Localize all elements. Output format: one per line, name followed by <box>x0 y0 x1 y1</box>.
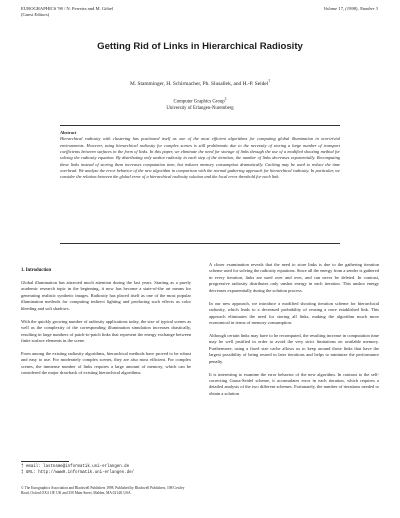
abstract-top-rule <box>60 125 340 126</box>
footnote-email: † email: lastname@informatik.uni-erlangen.de <box>21 465 130 469</box>
paragraph: Global illumination has attracted much attention during the last years. Starting as a purely academic research topic in the beginning, it now has become a state-of-the art means for generating realistic synthetic images. Radiosity has placed itself as one of the most popular illumination methods for computing indirect lighting and producing such effects as color bleeding and soft shadows. <box>21 280 191 311</box>
running-header-right: Volume 17, (1998), Number 3 <box>323 6 378 11</box>
right-column <box>209 262 379 404</box>
conference-line: EUROGRAPHICS '98 / N. Ferreira and M. Göbel <box>21 6 114 11</box>
footnotes <box>21 464 193 476</box>
affiliation-footnote-mark: ‡ <box>224 97 227 101</box>
paragraph: Although certain links may have to be recomputed, the resulting increase in computation time may be well justified in order to avoid the very strict limitations on available memory. Furthermore, using a fixed size cache allows us to keep around those links that have the largest possibility of being reused in later iterations and helps to minimize the performance penalty. <box>209 332 379 364</box>
editors-line: (Guest Editors) <box>21 12 50 17</box>
abstract-block <box>60 130 340 181</box>
paragraph: From among the existing radiosity algorithms, hierarchical methods have proved to be robust and easy to use. For moderately complex scenes, they are also most efficient. For complex scenes, the immense number of links requires a large amount of memory, which can be considered the major drawback of existing hierarchical algorithms. <box>21 350 191 376</box>
paper-title: Getting Rid of Links in Hierarchical Radiosity <box>97 41 303 52</box>
paragraph: It is interesting to examine the error behavior of the new algorithm. In contrast to the self-correcting Gauss-Seidel scheme, it accumulates error in each iteration, which requires a detailed analysis of the two different schemes. Fortunately, the number of iterations needed to obtain a solution <box>209 371 379 396</box>
paragraph: In our new approach, we introduce a modified shooting iteration scheme for hierarchical radiosity, which leads to a decreased probability of reusing a once established link. This approach eliminates the need for storing all links, making the algorithm much more economical in terms of memory consumption. <box>209 300 379 326</box>
left-column <box>21 268 191 383</box>
copyright-notice: © The Eurographics Association and Blackwell Publishers 1998. Published by Blackwell Publishers, 108 Cowley Road, Oxford OX4 1JF, UK and 350 Main Street, Malden, MA 02148, USA. <box>21 486 185 495</box>
author-list <box>0 78 400 88</box>
affiliation-group: Computer Graphics Group <box>173 99 225 105</box>
section-heading: 1. Introduction <box>21 268 52 273</box>
abstract-bottom-rule <box>60 243 340 244</box>
footnote-url: ‡ URL: http://www9.informatik.uni-erlangen.de/ <box>21 471 135 475</box>
paragraph: A closer examination reveals that the need to store links is due to the gathering iteration scheme used for solving the radiosity equations. Since all the energy from a sender is gathered in every iteration, links are used over and over, and can never be deleted. In contrast, progressive radiosity distributes only unshot energy in each iteration. This unshot energy decreases exponentially during the solution process. <box>209 262 379 293</box>
abstract-body: Hierarchical radiosity with clustering has positioned itself as one of the most efficient algorithms for computing global illumination in non-trivial environments. However, using hierarchical radiosity for complex scenes is still problematic due to the necessity of storing a large number of transport coefficients between surfaces in the form of links. In this paper, we eliminate the need for storage of links through the use of a modified shooting method for solving the radiosity equation. By distributing only unshot radiosity in each step of the iteration, the number of links decreases exponentially. Recomputing these links instead of storing them increases computation time, but reduces memory consumption dramatically. Caching may be used to reduce the time overhead. We analyze the error behavior of the new algorithm in comparison with the normal gathering approach for hierarchical radiosity. In particular, we consider the relation between the global error of a hierarchical radiosity solution and the local error threshold for each link. <box>60 136 340 180</box>
author-names: M. Stamminger, H. Schirmacher, Ph. Slusallek, and H.-P. Seidel <box>129 80 269 87</box>
paragraph: With the quickly growing number of radiosity applications today, the size of typical scenes as well as the complexity of the corresponding illumination simulation increases drastically, resulting in large numbers of patch-to-patch links that represent the energy exchange between finite surface elements in the scene. <box>21 318 191 344</box>
footnote-rule <box>21 461 69 462</box>
author-footnote-mark: † <box>268 79 270 83</box>
affiliation-university: University of Erlangen-Nuremberg <box>166 105 234 111</box>
affiliation <box>0 96 400 112</box>
abstract-heading: Abstract <box>60 130 77 135</box>
running-header-left <box>21 6 113 18</box>
